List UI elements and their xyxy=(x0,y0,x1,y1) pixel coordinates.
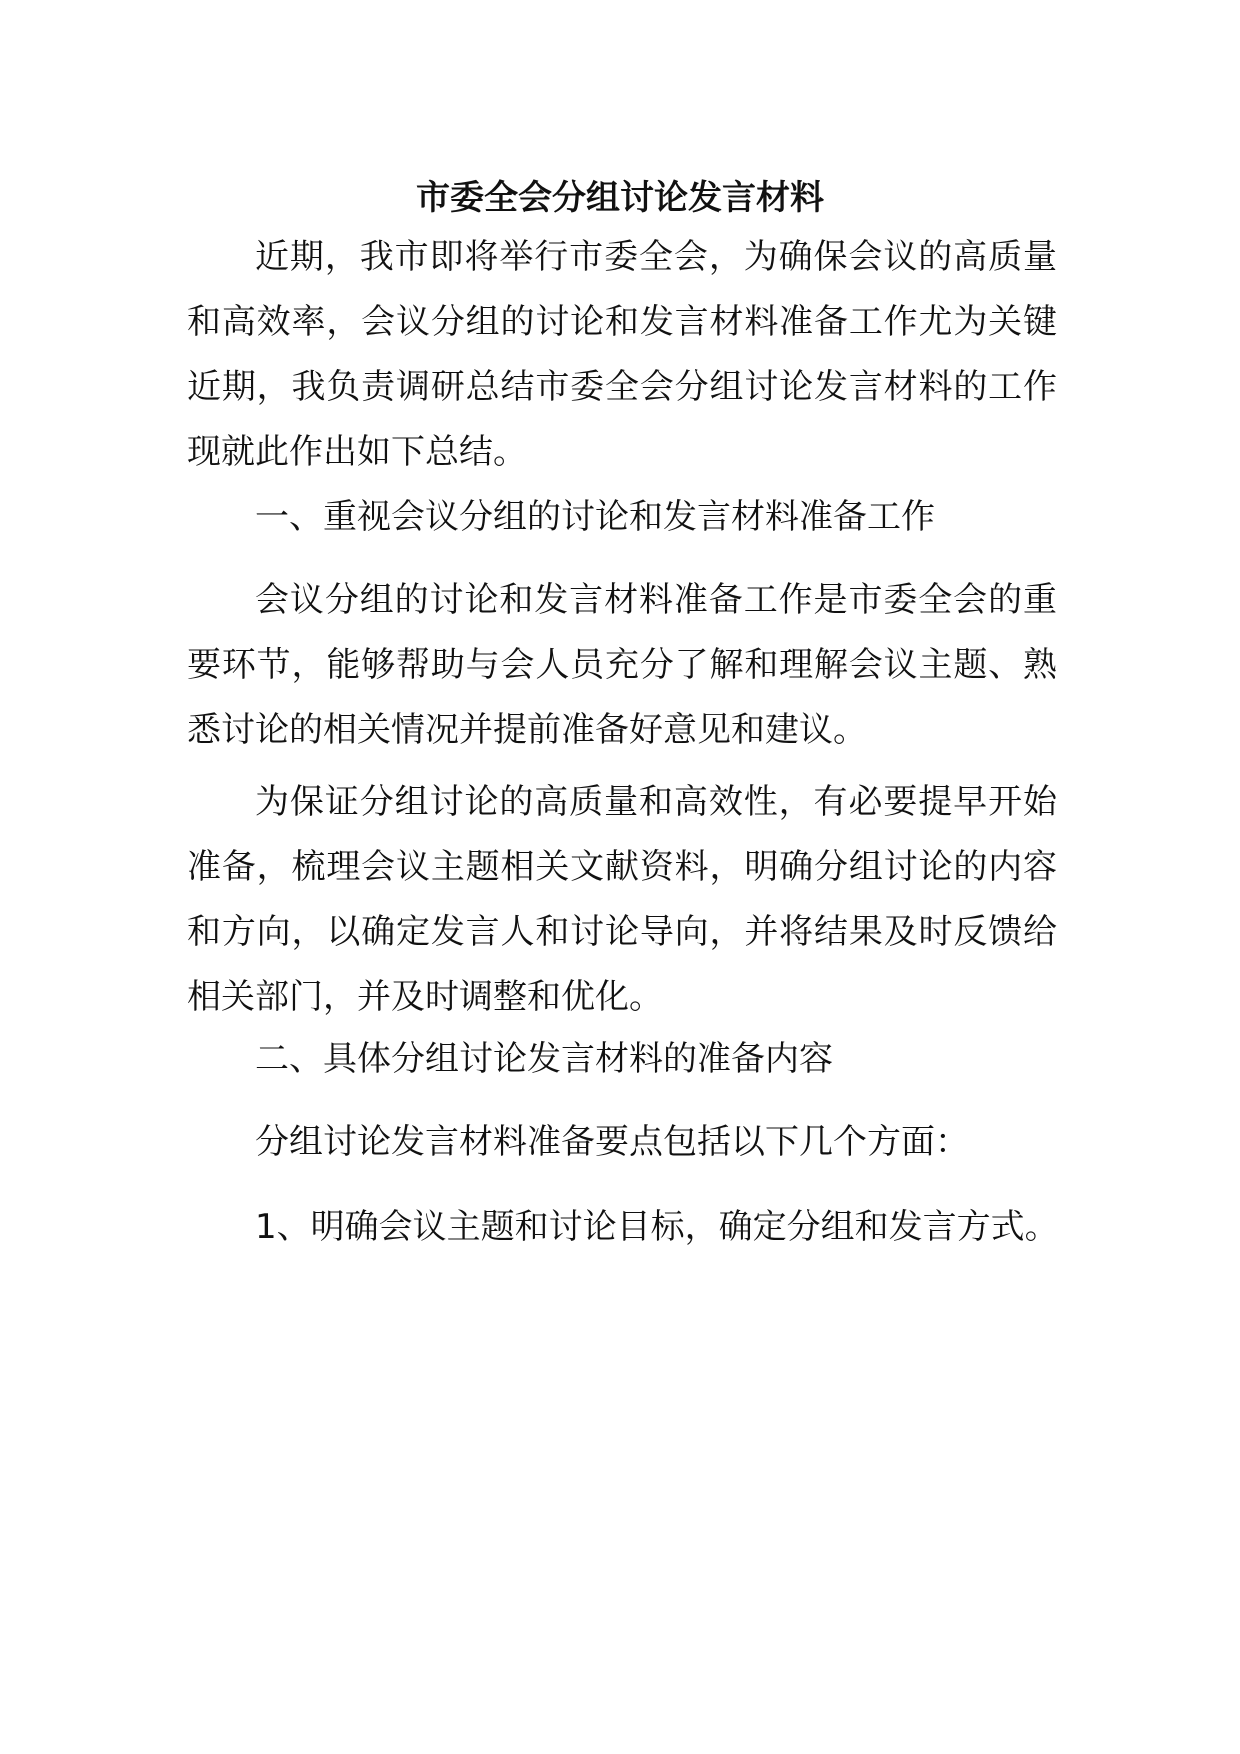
list-item-1: 1、明确会议主题和讨论目标，确定分组和发言方式。 xyxy=(255,1207,1059,1247)
paragraph-intro: 近期，我市即将举行市委全会，为确保会议的高质量和高效率，会议分组的讨论和发言材料准备工作尤为关键近期，我负责调研总结市委全会分组讨论发言材料的工作现就此作出如下总结。 xyxy=(187,237,1057,472)
paragraph-section-1-body-1: 会议分组的讨论和发言材料准备工作是市委全会的重要环节，能够帮助与会人员充分了解和理解会议主题、熟悉讨论的相关情况并提前准备好意见和建议。 xyxy=(187,580,1057,750)
paragraph-section-1-body-2: 为保证分组讨论的高质量和高效性，有必要提早开始准备，梳理会议主题相关文献资料，明确分组讨论的内容和方向，以确定发言人和讨论导向，并将结果及时反馈给相关部门，并及时调整和优化。 xyxy=(187,782,1057,1017)
document-title: 市委全会分组讨论发言材料 xyxy=(416,178,824,218)
paragraph-section-2-intro: 分组讨论发言材料准备要点包括以下几个方面： xyxy=(255,1122,969,1162)
section-heading-2: 二、具体分组讨论发言材料的准备内容 xyxy=(255,1039,833,1079)
section-heading-1: 一、重视会议分组的讨论和发言材料准备工作 xyxy=(255,497,935,537)
